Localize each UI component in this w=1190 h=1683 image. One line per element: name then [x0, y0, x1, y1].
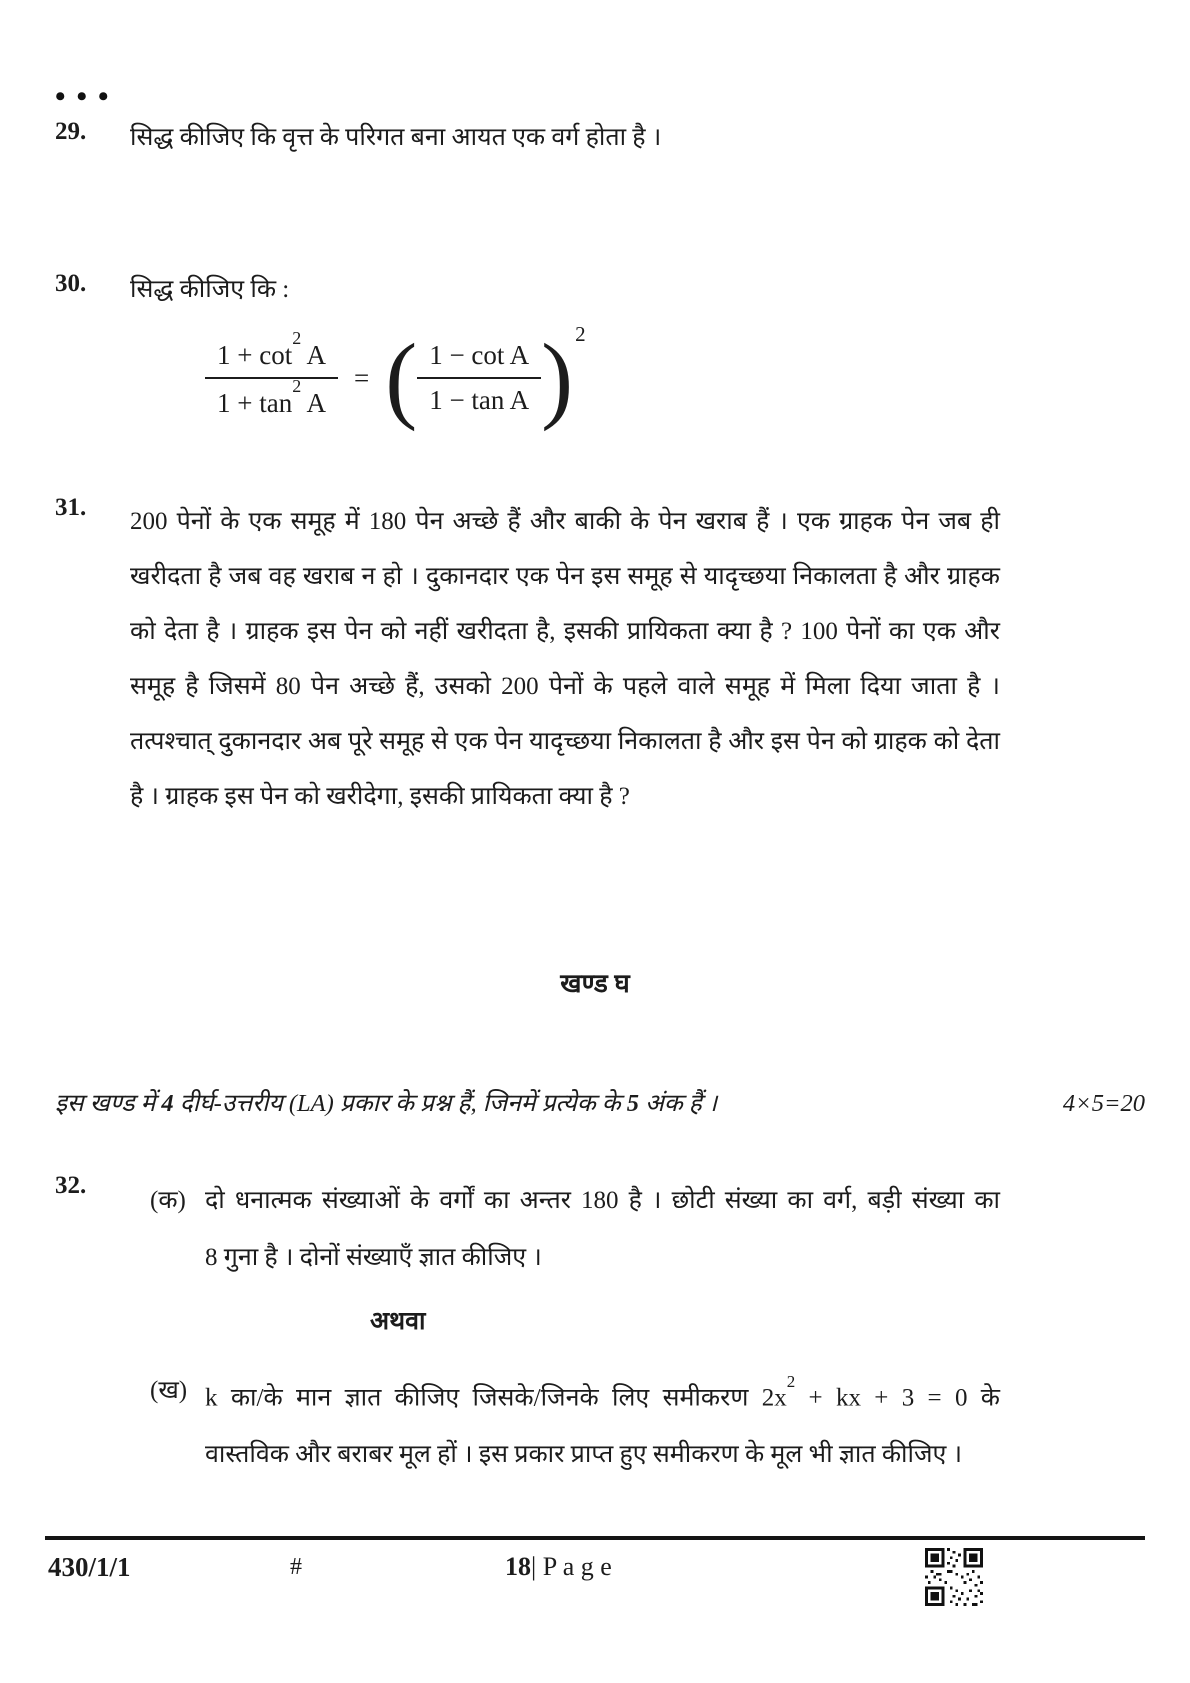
question-32-part-b-text — [205, 1362, 1000, 1483]
question-31-line-4: समूह है जिसमें 80 पेन अच्छे हैं, उसको 200 पेनों के पहले वाले समूह में मिला दिया जाता है । — [130, 673, 1000, 700]
formula-rhs-denominator: 1 − tan A — [429, 385, 530, 415]
paper-code: 430/1/1 — [48, 1552, 131, 1582]
question-32-part-b — [55, 1362, 1000, 1483]
question-32a-line-1: दो धनात्मक संख्याओं के वर्गों का अन्तर 180 है । छोटी संख्या का वर्ग, बड़ी संख्या का — [205, 1187, 1000, 1214]
question-32b-line-2: वास्तविक और बराबर मूल हों । इस प्रकार प्राप्त हुए समीकरण के मूल भी ज्ञात कीजिए । — [205, 1441, 963, 1469]
formula-lhs-fraction — [205, 328, 338, 419]
question-32a-line-2: 8 गुना है । दोनों संख्याएँ ज्ञात कीजिए । — [205, 1244, 542, 1271]
question-32-part-a-text — [205, 1172, 1000, 1286]
question-32-part-b-label: (ख) — [150, 1377, 188, 1404]
footer-row — [45, 1552, 1145, 1622]
or-separator: अथवा — [370, 1308, 426, 1335]
question-32-part-a — [55, 1172, 1000, 1286]
footer-divider-line — [45, 1536, 1145, 1540]
question-31-text — [130, 494, 1000, 824]
formula-lhs-numerator: $1 + \cot^2 A$ — [205, 337, 338, 379]
question-31-line-2: खरीदता है जब वह खराब न हो । दुकानदार एक पेन इस समूह से यादृच्छया निकालता है और ग्राहक — [130, 563, 1000, 590]
footer-hash-mark: # — [290, 1554, 302, 1580]
question-29-number: 29. — [55, 118, 87, 145]
question-30 — [55, 270, 1000, 310]
qr-code-icon — [925, 1548, 983, 1606]
formula-lhs-denominator: $1 + \tan^2 A$ — [217, 376, 326, 418]
question-31-line-1: 200 पेनों के एक समूह में 180 पेन अच्छे हैं और बाकी के पेन खराब हैं । एक ग्राहक पेन जब ही — [130, 508, 1000, 535]
question-29-text: सिद्ध कीजिए कि वृत्त के परिगत बना आयत एक वर्ग होता है । — [130, 124, 662, 151]
formula-equals-sign: = — [353, 362, 370, 393]
question-30-formula: $\frac{1 + \cot^2 A}{1 + \tan^2 A}$ = ( $\frac{\text{1 − cot A}}{\text{1 − tan A}}$ ) 2 — [205, 326, 1190, 430]
question-29 — [55, 118, 1000, 158]
question-31-number: 31. — [55, 494, 87, 521]
section-d-marks: 4×5=20 — [1062, 1090, 1145, 1117]
section-d-instruction — [55, 1086, 1145, 1122]
question-32-part-b-number-spacer — [55, 1362, 150, 1483]
question-31-line-5: तत्पश्चात् दुकानदार अब पूरे समूह से एक पेन यादृच्छया निकालता है और इस पेन को ग्राहक को देता — [130, 728, 1000, 755]
page-footer — [45, 1536, 1145, 1622]
question-32b-line-1: k का/के मान ज्ञात कीजिए जिसके/जिनके लिए समीकरण $2x^2$ + kx + 3 = 0 के — [205, 1372, 1000, 1412]
continuation-dots: ••• — [55, 80, 120, 113]
formula-exponent: 2 — [575, 322, 586, 346]
formula-rhs-fraction — [417, 340, 541, 416]
question-32-number: 32. — [55, 1172, 87, 1199]
question-30-number: 30. — [55, 270, 87, 297]
formula-rhs-numerator: 1 − cot A — [417, 340, 541, 379]
question-32-part-a-label: (क) — [150, 1187, 186, 1214]
section-d-instruction-text: इस खण्ड में 4 दीर्घ-उत्तरीय (LA) प्रकार के प्रश्न हैं, जिनमें प्रत्येक के 5 अंक हैं । — [55, 1090, 718, 1117]
page-number: 18| P a g e — [505, 1552, 612, 1581]
question-31-line-6: है । ग्राहक इस पेन को खरीदेगा, इसकी प्रायिकता क्या है ? — [130, 783, 630, 810]
question-31-line-3: को देता है । ग्राहक इस पेन को नहीं खरीदता है, इसकी प्रायिकता क्या है ? 100 पेनों का एक और — [130, 618, 1000, 645]
question-30-text: सिद्ध कीजिए कि : — [130, 276, 290, 303]
section-d-title: खण्ड घ — [560, 969, 630, 998]
question-31 — [55, 494, 1000, 824]
